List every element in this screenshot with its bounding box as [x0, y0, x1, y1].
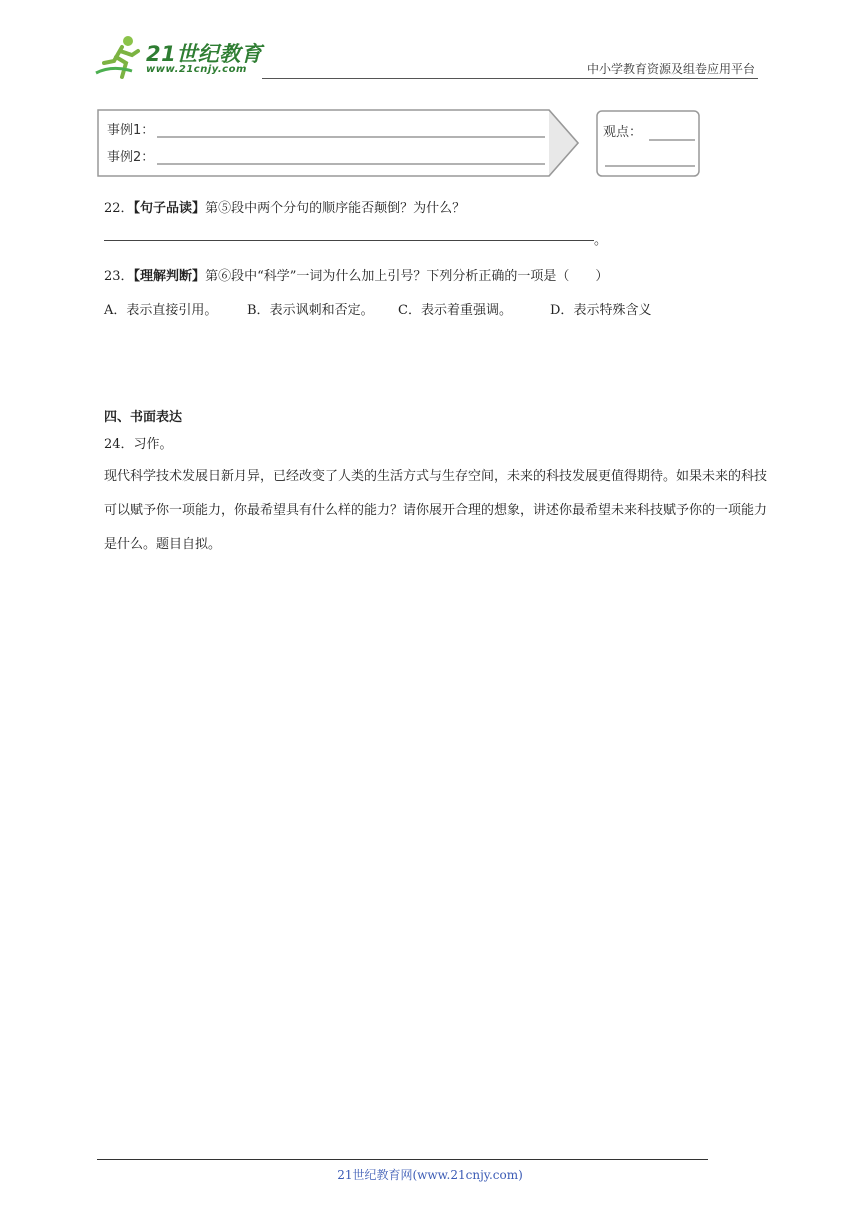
- question-23: [104, 265, 608, 284]
- q23-option-c[interactable]: [398, 299, 512, 318]
- q23-number: 23．: [104, 269, 134, 284]
- q22-end-mark: 。: [594, 233, 608, 248]
- q23-tag: 【理解判断】: [133, 269, 206, 284]
- header-divider: [262, 78, 758, 79]
- q24-number: 24．: [104, 437, 134, 452]
- platform-title: 中小学教育资源及组卷应用平台: [586, 62, 755, 76]
- q22-text: 第⑤段中两个分句的顺序能否颠倒？为什么？: [205, 201, 466, 216]
- option-c-label: C．: [398, 303, 421, 318]
- q23-option-a[interactable]: [104, 299, 217, 318]
- question-24: [104, 433, 173, 452]
- question-22: [104, 197, 465, 216]
- option-b-label: B．: [247, 303, 270, 318]
- option-c-text: 表示着重强调。: [420, 303, 512, 318]
- option-a-label: A．: [104, 303, 127, 318]
- examples-viewpoint-diagram: [97, 108, 707, 180]
- logo-url: www.21cnjy.com: [146, 64, 247, 75]
- q22-tag: 【句子品读】: [133, 201, 206, 216]
- footer-divider: [97, 1159, 708, 1160]
- q23-option-b[interactable]: [247, 299, 374, 318]
- q23-option-d[interactable]: [550, 299, 651, 318]
- diagram-frame: [97, 108, 707, 180]
- q22-number: 22．: [104, 201, 134, 216]
- option-d-text: 表示特殊含义: [573, 303, 652, 318]
- q23-text: 第⑥段中“科学”一词为什么加上引号？下列分析正确的一项是（ ）: [205, 269, 609, 284]
- example1-label: 事例1：: [107, 123, 155, 138]
- footer-text: 21世纪教育网(www.21cnjy.com): [337, 1168, 523, 1182]
- option-a-text: 表示直接引用。: [126, 303, 218, 318]
- writing-prompt: 现代科学技术发展日新月异，已经改变了人类的生活方式与生存空间，未来的科技发展更值得期待。如果未来的科技可以赋予你一项能力，你最希望具有什么样的能力？请你展开合理的想象，讲述你最希望未来科技赋予你的一项能力是什么。题目自拟。: [104, 469, 768, 552]
- option-b-text: 表示讽刺和否定。: [269, 303, 374, 318]
- viewpoint-label: 观点：: [603, 125, 643, 140]
- q22-answer-line[interactable]: [104, 240, 594, 241]
- example2-label: 事例2：: [107, 150, 155, 165]
- runner-logo-icon: [92, 33, 152, 81]
- option-d-label: D．: [550, 303, 574, 318]
- q24-text: 习作。: [133, 437, 173, 452]
- section-4-title: 四、书面表达: [104, 410, 183, 425]
- logo-title: 21世纪教育: [146, 42, 263, 66]
